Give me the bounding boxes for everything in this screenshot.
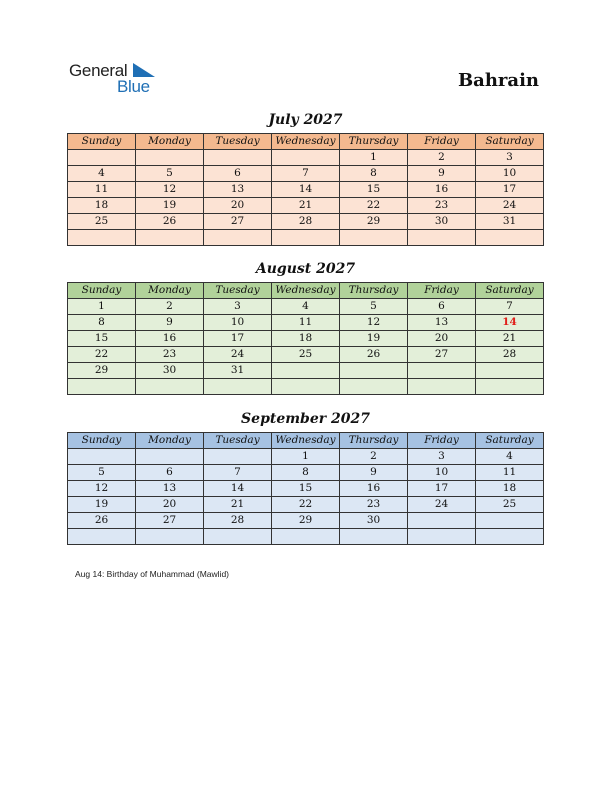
day-cell: 22 [272, 497, 340, 513]
day-cell: 4 [272, 299, 340, 315]
day-cell: 26 [340, 347, 408, 363]
day-cell: 13 [136, 481, 204, 497]
weekday-header-monday: Monday [136, 433, 204, 449]
day-cell: 19 [340, 331, 408, 347]
week-row [68, 150, 544, 166]
empty-cell [340, 363, 408, 379]
empty-cell [476, 379, 544, 395]
country-name: Bahrain [457, 70, 539, 91]
empty-cell [204, 529, 272, 545]
day-cell: 15 [68, 331, 136, 347]
day-cell: 1 [68, 299, 136, 315]
weekday-header-wednesday: Wednesday [272, 433, 340, 449]
week-row [68, 379, 544, 395]
day-cell: 8 [272, 465, 340, 481]
week-row [68, 214, 544, 230]
weekday-header-sunday: Sunday [68, 433, 136, 449]
week-row [68, 347, 544, 363]
week-row [68, 166, 544, 182]
weekday-header-row [68, 134, 544, 150]
brand-word-blue: Blue [117, 77, 150, 96]
weekday-header-tuesday: Tuesday [204, 283, 272, 299]
empty-cell [476, 230, 544, 246]
day-cell: 18 [476, 481, 544, 497]
empty-cell [68, 449, 136, 465]
day-cell: 25 [68, 214, 136, 230]
week-row [68, 465, 544, 481]
day-cell: 27 [204, 214, 272, 230]
empty-cell [68, 379, 136, 395]
day-cell: 21 [204, 497, 272, 513]
empty-cell [68, 150, 136, 166]
day-cell: 28 [204, 513, 272, 529]
day-cell: 7 [204, 465, 272, 481]
empty-cell [272, 363, 340, 379]
weekday-header-thursday: Thursday [340, 283, 408, 299]
week-row [68, 198, 544, 214]
day-cell: 25 [272, 347, 340, 363]
day-cell: 19 [136, 198, 204, 214]
weekday-header-sunday: Sunday [68, 134, 136, 150]
day-cell: 26 [68, 513, 136, 529]
weekday-header-row [68, 283, 544, 299]
week-row [68, 363, 544, 379]
empty-cell [204, 379, 272, 395]
day-cell: 19 [68, 497, 136, 513]
day-cell: 30 [136, 363, 204, 379]
day-cell: 12 [340, 315, 408, 331]
day-cell: 5 [68, 465, 136, 481]
empty-cell [68, 529, 136, 545]
week-row [68, 481, 544, 497]
brand-word-general: General [69, 61, 128, 80]
day-cell: 3 [204, 299, 272, 315]
day-cell: 23 [340, 497, 408, 513]
day-cell: 1 [272, 449, 340, 465]
weekday-header-friday: Friday [408, 134, 476, 150]
day-cell: 24 [204, 347, 272, 363]
week-row [68, 497, 544, 513]
day-cell: 28 [272, 214, 340, 230]
weekday-header-tuesday: Tuesday [204, 134, 272, 150]
weekday-header-monday: Monday [136, 283, 204, 299]
empty-cell [136, 379, 204, 395]
empty-cell [272, 230, 340, 246]
day-cell: 5 [136, 166, 204, 182]
triangle-icon [133, 63, 155, 77]
day-cell: 11 [272, 315, 340, 331]
weekday-header-row [68, 433, 544, 449]
weekday-header-friday: Friday [408, 283, 476, 299]
day-cell: 4 [68, 166, 136, 182]
weekday-header-saturday: Saturday [476, 134, 544, 150]
day-cell: 18 [68, 198, 136, 214]
day-cell: 31 [476, 214, 544, 230]
day-cell: 28 [476, 347, 544, 363]
day-cell: 15 [340, 182, 408, 198]
day-cell: 22 [68, 347, 136, 363]
month-title-september: September 2027 [241, 411, 370, 427]
day-cell: 27 [136, 513, 204, 529]
day-cell: 10 [204, 315, 272, 331]
week-row [68, 315, 544, 331]
week-row [68, 182, 544, 198]
week-row [68, 331, 544, 347]
day-cell: 18 [272, 331, 340, 347]
empty-cell [476, 529, 544, 545]
day-cell: 25 [476, 497, 544, 513]
empty-cell [408, 529, 476, 545]
empty-cell [408, 230, 476, 246]
empty-cell [136, 449, 204, 465]
day-cell: 16 [136, 331, 204, 347]
day-cell: 31 [204, 363, 272, 379]
empty-cell [408, 513, 476, 529]
weekday-header-friday: Friday [408, 433, 476, 449]
day-cell: 17 [408, 481, 476, 497]
day-cell: 23 [136, 347, 204, 363]
day-cell: 17 [476, 182, 544, 198]
day-cell: 29 [68, 363, 136, 379]
weekday-header-saturday: Saturday [476, 283, 544, 299]
day-cell: 21 [476, 331, 544, 347]
day-cell: 6 [408, 299, 476, 315]
day-cell: 3 [408, 449, 476, 465]
day-cell: 14 [272, 182, 340, 198]
weekday-header-sunday: Sunday [68, 283, 136, 299]
day-cell: 10 [408, 465, 476, 481]
day-cell: 6 [136, 465, 204, 481]
day-cell: 4 [476, 449, 544, 465]
day-cell: 2 [408, 150, 476, 166]
day-cell: 13 [204, 182, 272, 198]
empty-cell [204, 449, 272, 465]
day-cell: 9 [408, 166, 476, 182]
day-cell: 11 [476, 465, 544, 481]
empty-cell [136, 230, 204, 246]
day-cell: 6 [204, 166, 272, 182]
month-title-august: August 2027 [255, 261, 356, 277]
day-cell: 29 [272, 513, 340, 529]
week-row [68, 230, 544, 246]
day-cell: 2 [136, 299, 204, 315]
day-cell: 21 [272, 198, 340, 214]
day-cell: 9 [136, 315, 204, 331]
day-cell: 8 [340, 166, 408, 182]
empty-cell [136, 529, 204, 545]
week-row [68, 299, 544, 315]
empty-cell [136, 150, 204, 166]
day-cell: 14 [204, 481, 272, 497]
day-cell: 20 [136, 497, 204, 513]
holiday-note: Aug 14: Birthday of Muhammad (Mawlid) [75, 569, 230, 579]
day-cell: 27 [408, 347, 476, 363]
empty-cell [340, 379, 408, 395]
week-row [68, 449, 544, 465]
day-cell: 1 [340, 150, 408, 166]
day-cell: 12 [68, 481, 136, 497]
day-cell: 12 [136, 182, 204, 198]
day-cell: 3 [476, 150, 544, 166]
empty-cell [476, 513, 544, 529]
empty-cell [204, 230, 272, 246]
day-cell: 17 [204, 331, 272, 347]
empty-cell [204, 150, 272, 166]
empty-cell [272, 150, 340, 166]
day-cell: 22 [340, 198, 408, 214]
day-cell: 2 [340, 449, 408, 465]
empty-cell [408, 363, 476, 379]
day-cell: 29 [340, 214, 408, 230]
day-cell: 16 [340, 481, 408, 497]
day-cell: 24 [476, 198, 544, 214]
day-cell: 24 [408, 497, 476, 513]
day-cell: 13 [408, 315, 476, 331]
weekday-header-wednesday: Wednesday [272, 134, 340, 150]
day-cell: 16 [408, 182, 476, 198]
empty-cell [408, 379, 476, 395]
empty-cell [476, 363, 544, 379]
holiday-day-cell: 14 [476, 315, 544, 331]
day-cell: 20 [408, 331, 476, 347]
day-cell: 9 [340, 465, 408, 481]
week-row [68, 529, 544, 545]
weekday-header-thursday: Thursday [340, 134, 408, 150]
day-cell: 26 [136, 214, 204, 230]
calendar-august [67, 282, 544, 395]
weekday-header-saturday: Saturday [476, 433, 544, 449]
month-title-july: July 2027 [268, 112, 343, 128]
day-cell: 10 [476, 166, 544, 182]
empty-cell [272, 529, 340, 545]
day-cell: 8 [68, 315, 136, 331]
day-cell: 30 [340, 513, 408, 529]
brand-logo [69, 61, 169, 97]
day-cell: 7 [476, 299, 544, 315]
weekday-header-thursday: Thursday [340, 433, 408, 449]
day-cell: 11 [68, 182, 136, 198]
weekday-header-monday: Monday [136, 134, 204, 150]
day-cell: 7 [272, 166, 340, 182]
day-cell: 5 [340, 299, 408, 315]
day-cell: 30 [408, 214, 476, 230]
empty-cell [68, 230, 136, 246]
empty-cell [340, 529, 408, 545]
empty-cell [272, 379, 340, 395]
week-row [68, 513, 544, 529]
day-cell: 15 [272, 481, 340, 497]
calendar-july [67, 133, 544, 246]
day-cell: 23 [408, 198, 476, 214]
calendar-september [67, 432, 544, 545]
weekday-header-tuesday: Tuesday [204, 433, 272, 449]
weekday-header-wednesday: Wednesday [272, 283, 340, 299]
empty-cell [340, 230, 408, 246]
day-cell: 20 [204, 198, 272, 214]
